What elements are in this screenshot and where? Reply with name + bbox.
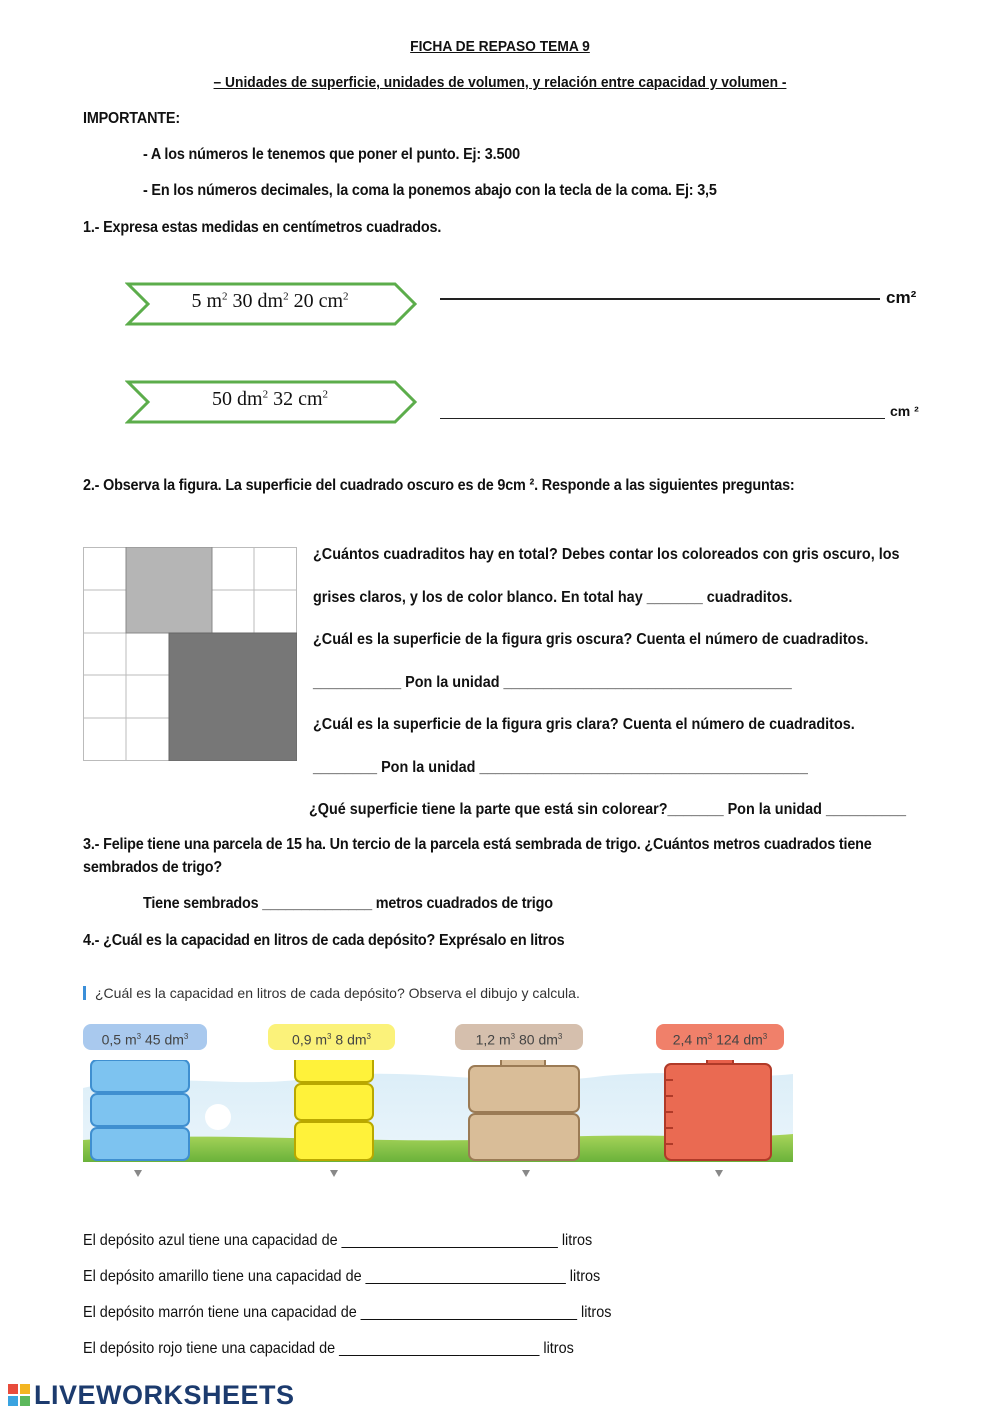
measure-arrow-2	[125, 379, 425, 425]
q2-line-2: grises claros, y los de color blanco. En total hay _______ cuadraditos.	[313, 589, 793, 606]
tanks-scene	[83, 1060, 793, 1200]
q2-line-7: ¿Qué superficie tiene la parte que está sin colorear?_______ Pon la unidad __________	[309, 801, 907, 818]
rule-2: - En los números decimales, la coma la ponemos abajo con la tecla de la coma. Ej: 3,5	[143, 182, 717, 199]
answer-red: El depósito rojo tiene una capacidad de _________________________ litros	[83, 1340, 574, 1357]
page-title: FICHA DE REPASO TEMA 9	[410, 38, 590, 55]
answer-yellow: El depósito amarillo tiene una capacidad de _________________________ litros	[83, 1268, 601, 1285]
pointer-yellow	[330, 1170, 338, 1177]
q2-line-4: ___________ Pon la unidad ____________________________________	[313, 674, 792, 691]
unit-label-2: cm ²	[890, 403, 919, 419]
measure-text-2: 50 $dm^2$ 32 $cm^2$	[212, 388, 328, 410]
liveworksheets-logo-icon	[8, 1384, 30, 1406]
q2-line-6: ________ Pon la unidad _________________________________________	[313, 759, 808, 776]
badge-blue: 0,5 $m^3$ 45 $dm^3$	[83, 1024, 207, 1050]
red-tank	[665, 1060, 771, 1160]
q2-line-5: ¿Cuál es la superficie de la figura gris clara? Cuenta el número de cuadraditos.	[313, 716, 855, 733]
measure-text-1: 5 $m^2$ 30 $dm^2$ 20 $cm^2$	[191, 290, 349, 312]
answer-line-2[interactable]	[440, 418, 885, 419]
pointer-brown	[522, 1170, 530, 1177]
pointer-blue	[134, 1170, 142, 1177]
question-3b: sembrados de trigo?	[83, 859, 223, 876]
answer-blue: El depósito azul tiene una capacidad de ___________________________ litros	[83, 1232, 593, 1249]
answer-line-1[interactable]	[440, 298, 880, 300]
question-4: 4.- ¿Cuál es la capacidad en litros de cada depósito? Exprésalo en litros	[83, 932, 565, 949]
important-label: IMPORTANTE:	[83, 110, 180, 127]
dark-gray-square	[169, 633, 297, 761]
blue-tank	[91, 1060, 189, 1160]
caption-marker	[83, 986, 86, 1000]
measure-arrow-1	[125, 281, 425, 327]
squares-figure	[83, 547, 297, 761]
answer-brown: El depósito marrón tiene una capacidad de ___________________________ litros	[83, 1304, 612, 1321]
q2-line-1: ¿Cuántos cuadraditos hay en total? Debes contar los coloreados con gris oscuro, los	[313, 546, 900, 563]
brown-tank	[469, 1060, 579, 1160]
badge-brown: 1,2 $m^3$ 80 $dm^3$	[455, 1024, 583, 1050]
illustration-caption: ¿Cuál es la capacidad en litros de cada depósito? Observa el dibujo y calcula.	[95, 985, 580, 1001]
unit-label-1: cm²	[886, 288, 917, 307]
rule-1: - A los números le tenemos que poner el punto. Ej: 3.500	[143, 146, 520, 163]
question-2: 2.- Observa la figura. La superficie del cuadrado oscuro es de 9cm ². Responde a las siguientes preguntas:	[83, 477, 795, 494]
badge-yellow: 0,9 $m^3$ 8 $dm^3$	[268, 1024, 395, 1050]
light-gray-square	[126, 547, 212, 633]
q2-line-3: ¿Cuál es la superficie de la figura gris oscura? Cuenta el número de cuadraditos.	[313, 631, 869, 648]
q3-answer: Tiene sembrados ______________ metros cuadrados de trigo	[143, 895, 553, 912]
question-1: 1.- Expresa estas medidas en centímetros cuadrados.	[83, 219, 442, 236]
question-3a: 3.- Felipe tiene una parcela de 15 ha. Un tercio de la parcela está sembrada de trigo. ¿Cuántos metros cuadrados tiene	[83, 836, 872, 853]
sun	[205, 1104, 231, 1130]
page-subtitle: – Unidades de superficie, unidades de volumen, y relación entre capacidad y volumen -	[213, 74, 787, 91]
yellow-tank	[283, 1060, 373, 1160]
liveworksheets-logo[interactable]: LIVEWORKSHEETS	[34, 1380, 295, 1410]
pointer-red	[715, 1170, 723, 1177]
badge-red: 2,4 $m^3$ 124 $dm^3$	[656, 1024, 784, 1050]
tanks-illustration	[83, 980, 793, 1200]
